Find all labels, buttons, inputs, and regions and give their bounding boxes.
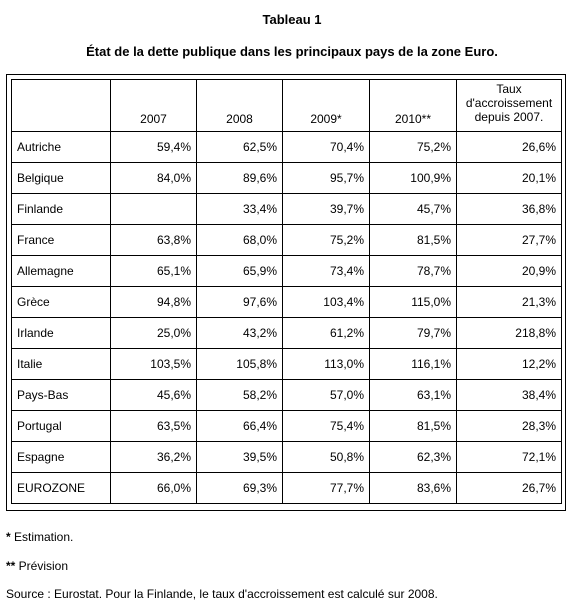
value-cell: 28,3% [457, 411, 562, 442]
value-cell: 66,4% [197, 411, 283, 442]
value-cell: 63,1% [370, 380, 457, 411]
country-cell: Finlande [12, 194, 111, 225]
header-country [12, 80, 111, 132]
country-cell: Portugal [12, 411, 111, 442]
country-cell: Italie [12, 349, 111, 380]
value-cell: 116,1% [370, 349, 457, 380]
value-cell: 97,6% [197, 287, 283, 318]
value-cell: 75,2% [370, 132, 457, 163]
value-cell: 27,7% [457, 225, 562, 256]
value-cell: 95,7% [283, 163, 370, 194]
header-2008: 2008 [197, 80, 283, 132]
value-cell: 50,8% [283, 442, 370, 473]
value-cell: 72,1% [457, 442, 562, 473]
value-cell: 78,7% [370, 256, 457, 287]
country-cell: Grèce [12, 287, 111, 318]
country-cell: Autriche [12, 132, 111, 163]
value-cell: 84,0% [111, 163, 197, 194]
value-cell: 20,1% [457, 163, 562, 194]
value-cell: 103,5% [111, 349, 197, 380]
value-cell: 43,2% [197, 318, 283, 349]
header-row [12, 80, 562, 132]
note-prevision-text: Prévision [15, 559, 69, 573]
value-cell [111, 194, 197, 225]
table-row [12, 473, 562, 504]
value-cell: 113,0% [283, 349, 370, 380]
value-cell: 68,0% [197, 225, 283, 256]
country-cell: Pays-Bas [12, 380, 111, 411]
value-cell: 100,9% [370, 163, 457, 194]
note-prevision [6, 559, 68, 573]
table-row [12, 318, 562, 349]
header-2009: 2009* [283, 80, 370, 132]
value-cell: 63,5% [111, 411, 197, 442]
country-cell: France [12, 225, 111, 256]
value-cell: 12,2% [457, 349, 562, 380]
value-cell: 45,7% [370, 194, 457, 225]
value-cell: 81,5% [370, 225, 457, 256]
value-cell: 77,7% [283, 473, 370, 504]
value-cell: 83,6% [370, 473, 457, 504]
header-2010: 2010** [370, 80, 457, 132]
note-estimation [6, 530, 73, 544]
table-row [12, 442, 562, 473]
note-estimation-mark: * [6, 530, 11, 544]
value-cell: 65,9% [197, 256, 283, 287]
value-cell: 75,2% [283, 225, 370, 256]
value-cell: 81,5% [370, 411, 457, 442]
value-cell: 63,8% [111, 225, 197, 256]
value-cell: 94,8% [111, 287, 197, 318]
value-cell: 20,9% [457, 256, 562, 287]
value-cell: 21,3% [457, 287, 562, 318]
value-cell: 70,4% [283, 132, 370, 163]
debt-table [11, 79, 562, 504]
country-cell: Belgique [12, 163, 111, 194]
table-row [12, 163, 562, 194]
table-row [12, 194, 562, 225]
value-cell: 115,0% [370, 287, 457, 318]
header-2007: 2007 [111, 80, 197, 132]
table-row [12, 349, 562, 380]
value-cell: 75,4% [283, 411, 370, 442]
value-cell: 62,3% [370, 442, 457, 473]
value-cell: 39,7% [283, 194, 370, 225]
value-cell: 103,4% [283, 287, 370, 318]
value-cell: 66,0% [111, 473, 197, 504]
country-cell: Irlande [12, 318, 111, 349]
value-cell: 26,7% [457, 473, 562, 504]
value-cell: 38,4% [457, 380, 562, 411]
value-cell: 25,0% [111, 318, 197, 349]
table-subtitle: État de la dette publique dans les principaux pays de la zone Euro. [86, 44, 498, 59]
note-prevision-mark: ** [6, 559, 16, 573]
note-estimation-text: Estimation. [10, 530, 74, 544]
value-cell: 79,7% [370, 318, 457, 349]
country-cell: Allemagne [12, 256, 111, 287]
header-growth-rate: Taux d'accroissement depuis 2007. [457, 80, 562, 132]
value-cell: 36,8% [457, 194, 562, 225]
value-cell: 89,6% [197, 163, 283, 194]
note-source: Source : Eurostat. Pour la Finlande, le taux d'accroissement est calculé sur 2008. [6, 587, 438, 601]
country-cell: EUROZONE [12, 473, 111, 504]
table-row [12, 411, 562, 442]
value-cell: 61,2% [283, 318, 370, 349]
value-cell: 33,4% [197, 194, 283, 225]
value-cell: 62,5% [197, 132, 283, 163]
value-cell: 57,0% [283, 380, 370, 411]
value-cell: 39,5% [197, 442, 283, 473]
table-row [12, 256, 562, 287]
value-cell: 73,4% [283, 256, 370, 287]
value-cell: 218,8% [457, 318, 562, 349]
value-cell: 65,1% [111, 256, 197, 287]
country-cell: Espagne [12, 442, 111, 473]
table-row [12, 380, 562, 411]
value-cell: 105,8% [197, 349, 283, 380]
value-cell: 26,6% [457, 132, 562, 163]
table-row [12, 225, 562, 256]
table-title: Tableau 1 [262, 12, 322, 27]
value-cell: 59,4% [111, 132, 197, 163]
value-cell: 58,2% [197, 380, 283, 411]
table-row [12, 287, 562, 318]
value-cell: 45,6% [111, 380, 197, 411]
value-cell: 36,2% [111, 442, 197, 473]
table-row [12, 132, 562, 163]
value-cell: 69,3% [197, 473, 283, 504]
